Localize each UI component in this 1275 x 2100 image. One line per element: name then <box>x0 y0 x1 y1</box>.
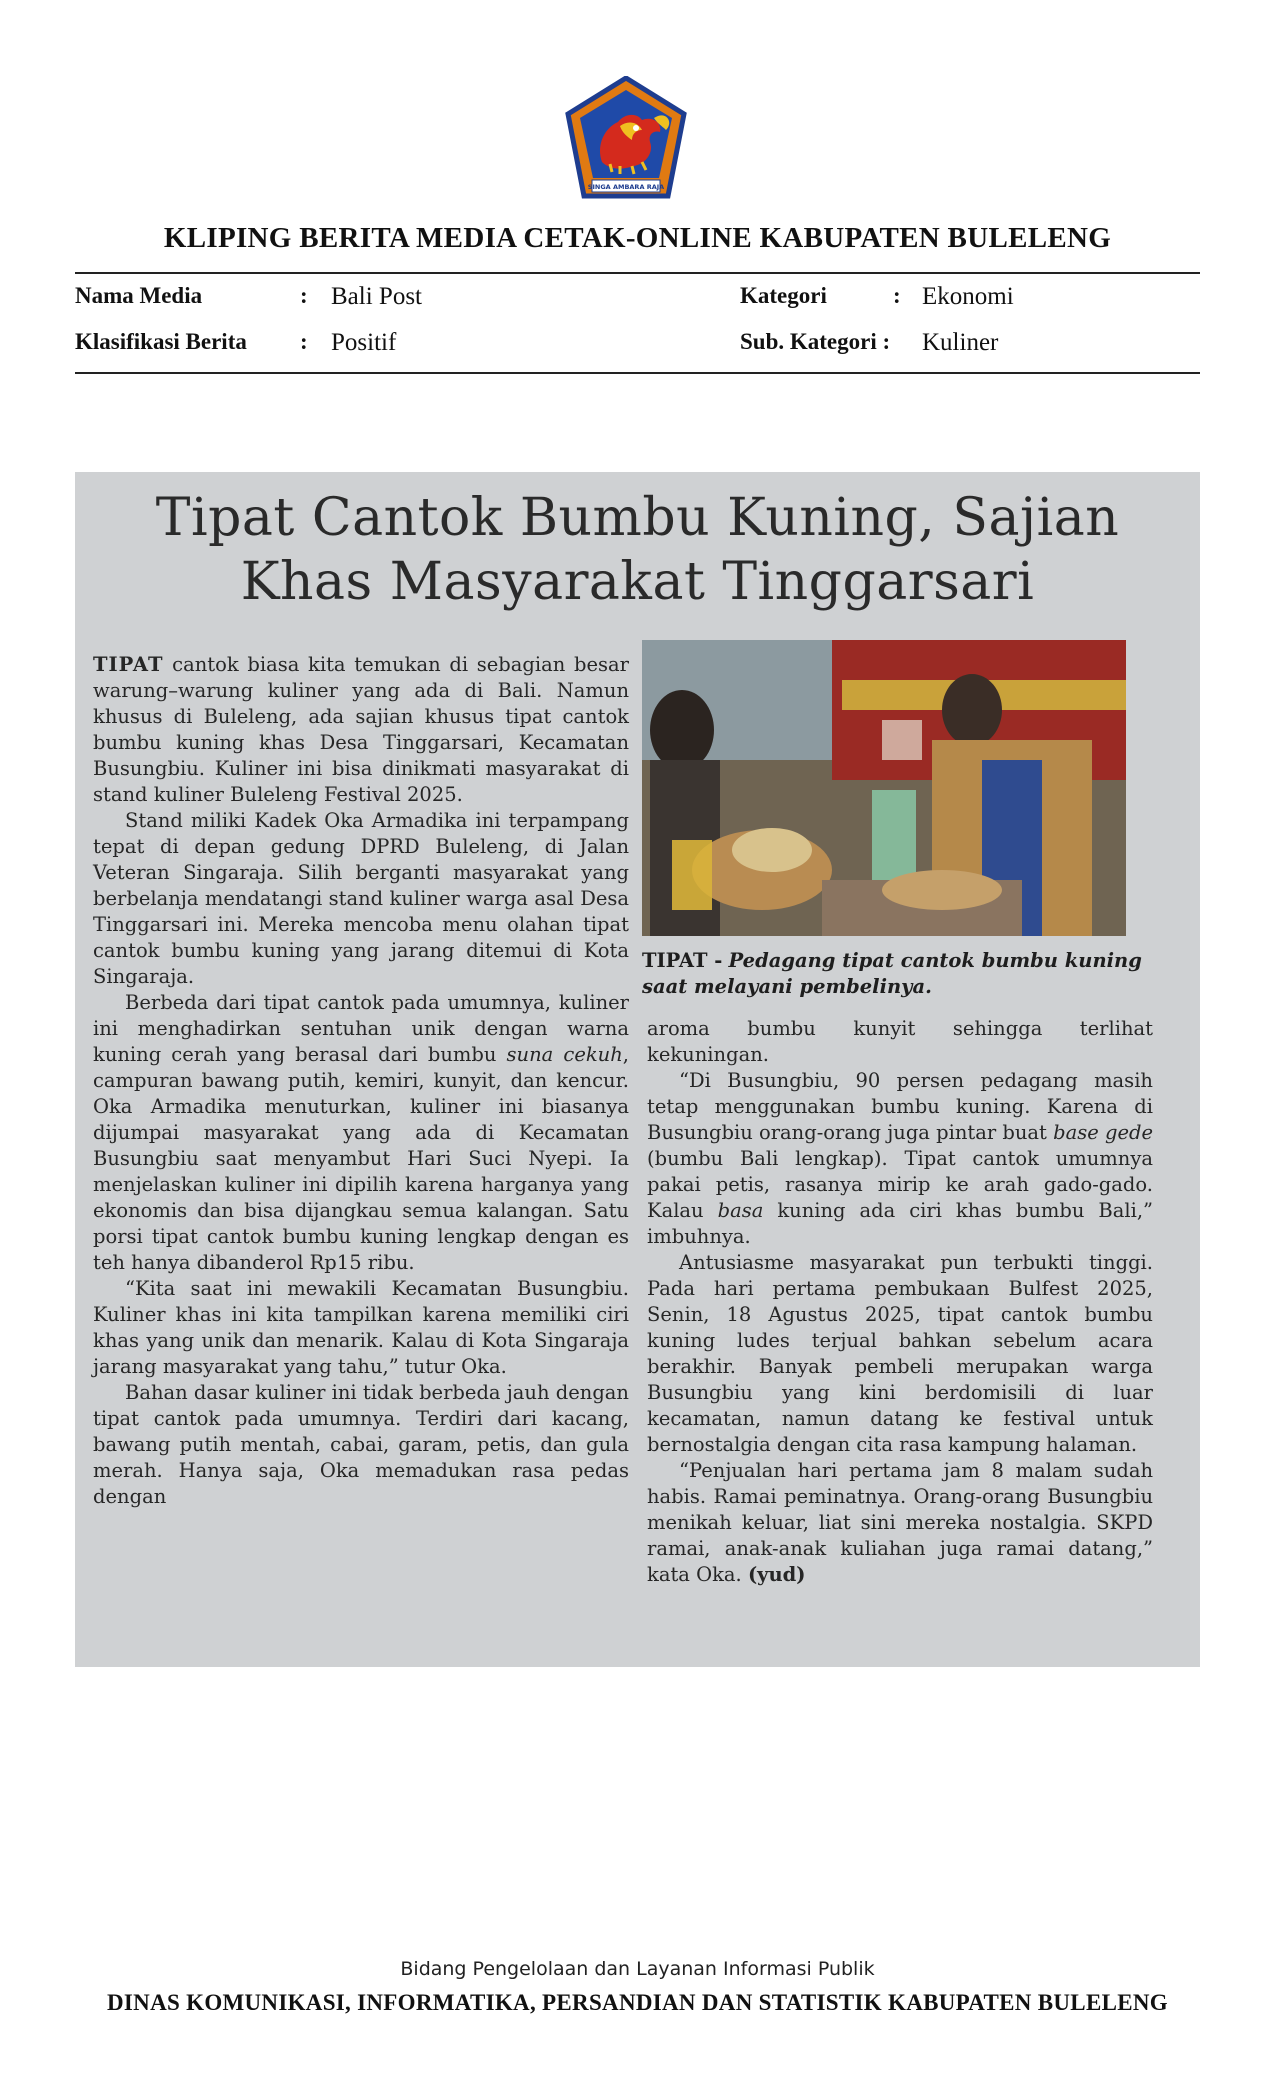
footer-unit: Bidang Pengelolaan dan Layanan Informasi Publik <box>400 1958 875 1980</box>
headline-line-1: Tipat Cantok Bumbu Kuning, Sajian <box>155 488 1120 548</box>
subcategory-label: Sub. Kategori : <box>740 329 891 354</box>
paragraph: TIPAT cantok biasa kita temukan di sebagian besar warung–warung kuliner yang ada di Bali. Namun khusus di Buleleng, ada sajian khusus tipat cantok bumbu kuning khas Desa Tinggarsari, Kecamatan Busungbiu. Kuliner ini bisa dinikmati masyarakat di stand kuliner Buleleng Festival 2025. <box>93 653 629 806</box>
article-column-left <box>93 652 629 1510</box>
paragraph: Stand miliki Kadek Oka Armadika ini terpampang tepat di depan gedung DPRD Buleleng, di Jalan Veteran Singaraja. Silih berganti masyarakat yang berbelanja mendatangi stand kuliner warga asal Desa Tinggarsari ini. Mereka mencoba menu olahan tipat cantok bumbu kuning yang jarang ditemui di Kota Singaraja. <box>93 809 629 988</box>
paragraph: Bahan dasar kuliner ini tidak berbeda jauh dengan tipat cantok pada umumnya. Terdiri dari kacang, bawang putih mentah, cabai, garam, petis, dan gula merah. Hanya saja, Oka memadukan rasa pedas dengan <box>93 1381 629 1508</box>
subcategory-value: Kuliner <box>922 329 999 356</box>
article-column-right <box>647 1016 1153 1588</box>
paragraph: Berbeda dari tipat cantok pada umumnya, kuliner ini menghadirkan sentuhan unik dengan warna kuning cerah yang berasal dari bumbu suna cekuh, campuran bawang putih, kemiri, kunyit, dan kencur. Oka Armadika menuturkan, kuliner ini biasanya dijumpai masyarakat yang ada di Kecamatan Busungbiu saat menyambut Hari Suci Nyepi. Ia menjelaskan kuliner ini dipilih karena harganya yang ekonomis dan bisa dijangkau semua kalangan. Satu porsi tipat cantok bumbu kuning lengkap dengan es teh hanya dibanderol Rp15 ribu. <box>93 991 629 1274</box>
media-name-label: Nama Media <box>75 283 203 308</box>
newspaper-clipping <box>75 472 1200 1667</box>
paragraph: “Kita saat ini mewakili Kecamatan Busungbiu. Kuliner khas ini kita tampilkan karena memiliki ciri khas yang unik dan menarik. Kalau di Kota Singaraja jarang masyarakat yang tahu,” tutur Oka. <box>93 1277 629 1378</box>
category-value: Ekonomi <box>922 283 1014 310</box>
paragraph: Antusiasme masyarakat pun terbukti tinggi. Pada hari pertama pembukaan Bulfest 2025, Senin, 18 Agustus 2025, tipat cantok bumbu kuning ludes terjual bahkan sebelum acara berakhir. Banyak pembeli merupakan warga Busungbiu yang kini berdomisili di luar kecamatan, namun datang ke festival untuk bernostalgia dengan cita rasa kampung halaman. <box>647 1251 1153 1456</box>
media-name-colon: : <box>300 283 308 308</box>
footer-office: DINAS KOMUNIKASI, INFORMATIKA, PERSANDIAN DAN STATISTIK KABUPATEN BULELENG <box>107 1990 1168 2015</box>
header-rule-top <box>75 272 1200 274</box>
classification-colon: : <box>300 329 308 354</box>
media-name-value: Bali Post <box>331 283 422 310</box>
headline-line-2: Khas Masyarakat Tinggarsari <box>240 552 1035 612</box>
classification-label: Klasifikasi Berita <box>75 329 247 354</box>
caption-tag: TIPAT - <box>642 949 723 972</box>
paragraph: aroma bumbu kunyit sehingga terlihat kekuningan. <box>647 1017 1153 1066</box>
caption-text: Pedagang tipat cantok bumbu kuning saat melayani pembelinya. <box>642 949 1142 998</box>
byline: (yud) <box>747 1563 806 1586</box>
document-title: KLIPING BERITA MEDIA CETAK-ONLINE KABUPATEN BULELENG <box>163 222 1112 254</box>
logo-motto: SINGA AMBARA RAJA <box>587 183 665 191</box>
category-label: Kategori <box>740 283 827 308</box>
buleleng-regency-logo <box>562 76 690 200</box>
classification-value: Positif <box>331 329 397 356</box>
article-photo <box>642 640 1126 936</box>
lead-word: TIPAT <box>93 653 164 676</box>
header-rule-bottom <box>75 372 1200 374</box>
paragraph: “Penjualan hari pertama jam 8 malam sudah habis. Ramai peminatnya. Orang-orang Busungbiu menikah keluar, liat sini mereka nostalgia. SKPD ramai, anak-anak kuliahan juga ramai datang,” kata Oka. (yud) <box>647 1459 1153 1586</box>
photo-caption <box>642 948 1142 1000</box>
paragraph: “Di Busungbiu, 90 persen pedagang masih tetap menggunakan bumbu kuning. Karena di Busungbiu orang-orang juga pintar buat base gede (bumbu Bali lengkap). Tipat cantok umumnya pakai petis, rasanya mirip ke arah gado-gado. Kalau basa kuning ada ciri khas bumbu Bali,” imbuhnya. <box>647 1069 1154 1248</box>
category-colon: : <box>893 283 901 308</box>
